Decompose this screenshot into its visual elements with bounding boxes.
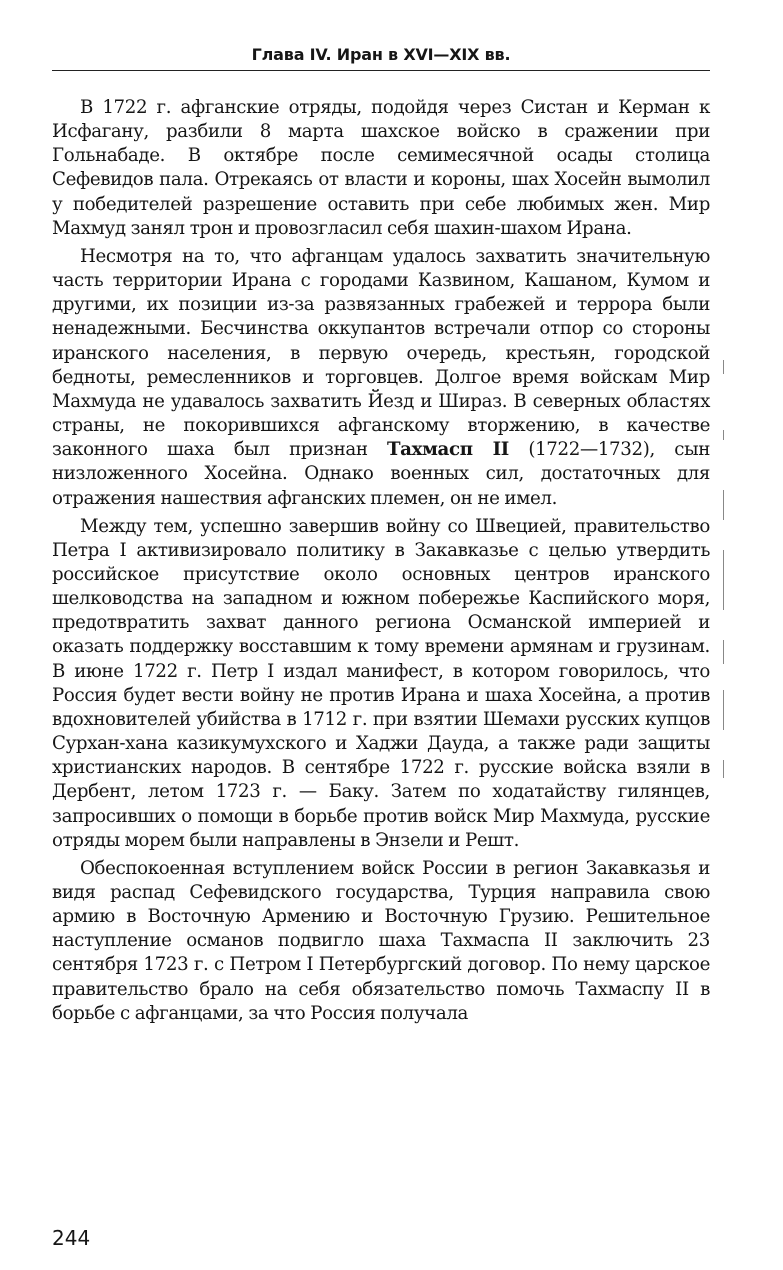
paragraph-1: В 1722 г. афганские отряды, подойдя через Систан и Керман к Исфагану, разбили 8 марта шахское войско в сражении при Гольнабаде. В октябре после семимесячной осады столица Сефевидов пала. Отрекаясь от власти и короны, шах Хосейн вымолил у победителей разрешение оставить при себе любимых жен. Мир Махмуд занял трон и провозгласил себя шахин-шахом Ирана. bbox=[52, 97, 710, 239]
scan-margin-marks bbox=[720, 360, 730, 820]
paragraph-2 bbox=[52, 245, 710, 511]
paragraph-2-text-after: (1722—1732), сын низложенного Хосейна. Однако военных сил, достаточных для отражения нашествия афганских племен, он не имел. bbox=[52, 439, 711, 509]
paragraph-4: Обеспокоенная вступлением войск России в регион Закавказья и видя распад Сефевидского государства, Турция направила свою армию в Восточную Армению и Восточную Грузию. Решительное наступление османов подвигло шаха Тахмаспа II заключить 23 сентября 1723 г. с Петром I Петербургский договор. По нему царское правительство брало на себя обязательство помочь Тахмаспу II в борьбе с афганцами, за что Россия получала bbox=[52, 857, 710, 1024]
paragraph-3: Между тем, успешно завершив войну со Швецией, правительство Петра I активизировало политику в Закавказье с целью утвердить российское присутствие около основных центров иранского шелководства на западном и южном побережье Каспийского моря, предотвратить захват данного региона Османской империей и оказать поддержку восставшим к тому времени армянам и грузинам. В июне 1722 г. Петр I издал манифест, в котором говорилось, что Россия будет вести войну не против Ирана и шаха Хосейна, а против вдохновителей убийства в 1712 г. при взятии Шемахи русских купцов Сурхан-хана казикумухского и Хаджи Дауда, а также ради защиты христианских народов. В сентябре 1722 г. русские войска взяли в Дербент, летом 1723 г. — Баку. Затем по ходатайству гилянцев, запросивших о помощи в борьбе против войск Мир Махмуда, русские отряды морем были направлены в Энзели и Решт. bbox=[52, 515, 710, 851]
header-rule bbox=[52, 70, 710, 71]
body-text bbox=[52, 96, 710, 1026]
running-head: Глава IV. Иран в XVI—XIX вв. bbox=[251, 45, 511, 64]
paragraph-2-text-before: Несмотря на то, что афганцам удалось захватить значительную часть территории Ирана с городами Казвином, Кашаном, Кумом и другими, их позиции из-за развязанных грабежей и террора были ненадежными. Бесчинства оккупантов встречали отпор со стороны иранского населения, в первую очередь, крестьян, городской бедноты, ремесленников и торговцев. Долгое время войскам Мир Махмуда не удавалось захватить Йезд и Шираз. В северных областях страны, не покорившихся афганскому вторжению, в качестве законного шаха был признан bbox=[52, 245, 710, 461]
page-number: 244 bbox=[52, 1226, 91, 1250]
bold-term-tahmasp: Тахмасп II bbox=[387, 439, 509, 461]
